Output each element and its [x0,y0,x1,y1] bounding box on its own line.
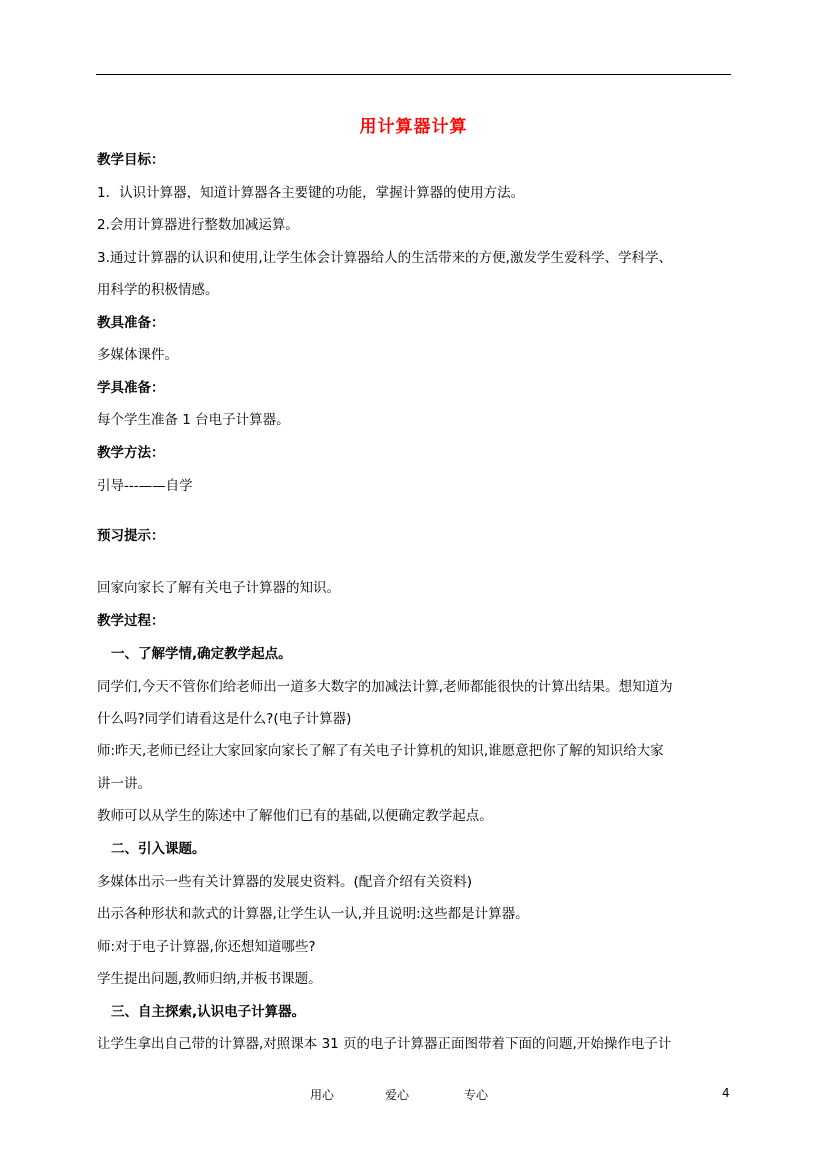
paragraph: 1．认识计算器，知道计算器各主要键的功能，掌握计算器的使用方法。 [97,185,525,201]
footer-text: 用心 [310,1088,335,1102]
document-title: 用计算器计算 [359,117,468,137]
page-number: 4 [722,1086,730,1100]
footer-text: 专心 [464,1088,489,1102]
paragraph: 多媒体出示一些有关计算器的发展史资料。(配音介绍有关资料) [97,874,473,890]
heading-preview: 预习提示： [97,528,165,544]
paragraph: 师:昨天,老师已经让大家回家向家长了解了有关电子计算机的知识,谁愿意把你了解的知识给大家 [97,743,664,759]
paragraph: 3.通过计算器的认识和使用,让学生体会计算器给人的生活带来的方便,激发学生爱科学、学科学、 [97,250,672,266]
paragraph: 同学们,今天不管你们给老师出一道多大数字的加减法计算,老师都能很快的计算出结果。想知道为 [97,679,673,695]
paragraph: 让学生拿出自己带的计算器,对照课本 31 页的电子计算器正面图带着下面的问题,开始操作电子计 [97,1036,672,1052]
paragraph: 每个学生准备 1 台电子计算器。 [97,412,290,428]
paragraph: 师:对于电子计算器,你还想知道哪些? [97,939,316,955]
paragraph: 什么吗?同学们请看这是什么?(电子计算器) [97,711,352,727]
paragraph: 学生提出问题,教师归纳,并板书课题。 [97,971,322,987]
paragraph: 用科学的积极情感。 [97,282,219,298]
paragraph: 2.会用计算器进行整数加减运算。 [97,217,299,233]
section-heading: 一、了解学情,确定教学起点。 [111,646,292,662]
paragraph: 引导---——自学 [97,478,193,494]
paragraph: 教师可以从学生的陈述中了解他们已有的基础,以便确定教学起点。 [97,808,493,824]
paragraph: 回家向家长了解有关电子计算器的知识。 [97,580,340,596]
paragraph: 多媒体课件。 [97,347,178,363]
heading-learning-aids: 学具准备： [97,380,165,396]
heading-teaching-aids: 教具准备： [97,315,165,331]
footer-text: 爱心 [385,1088,410,1102]
header-rule [96,74,731,75]
heading-method: 教学方法： [97,445,165,461]
heading-objectives: 教学目标： [97,152,165,168]
heading-process: 教学过程： [97,613,165,629]
section-heading: 二、引入课题。 [111,841,206,857]
paragraph: 讲一讲。 [97,776,151,792]
section-heading: 三、自主探索,认识电子计算器。 [111,1004,306,1020]
paragraph: 出示各种形状和款式的计算器,让学生认一认,并且说明:这些都是计算器。 [97,906,529,922]
